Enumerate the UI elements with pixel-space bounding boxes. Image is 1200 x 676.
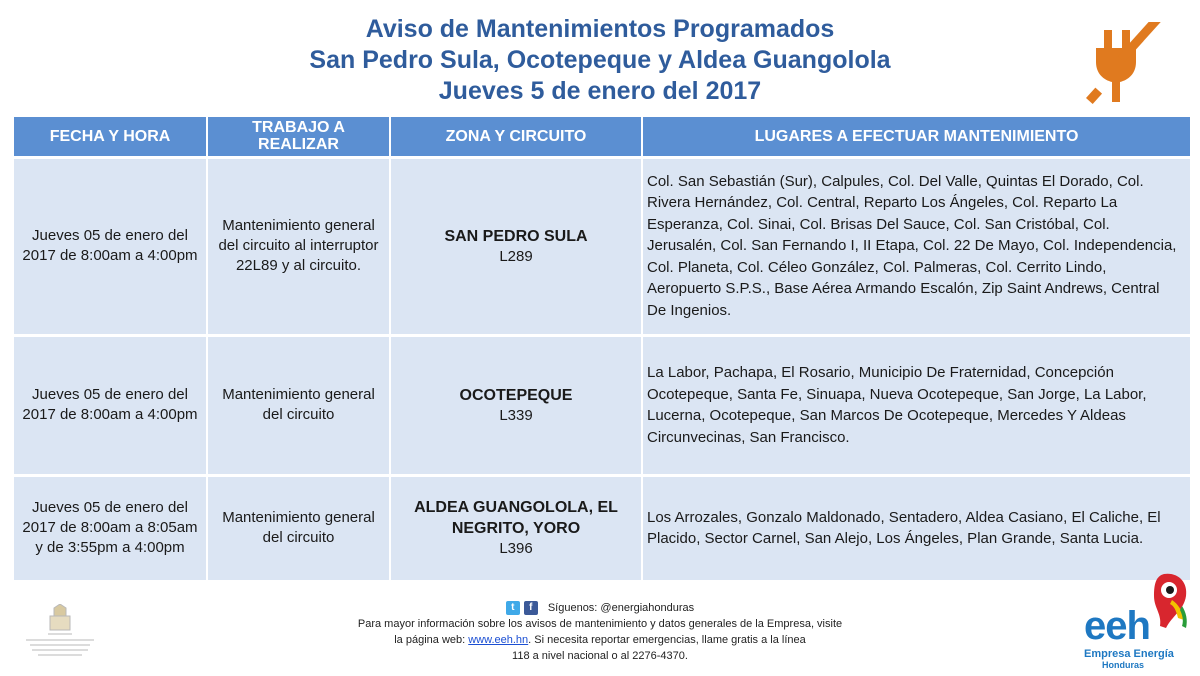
eeh-subtitle-1: Empresa Energía [1084, 648, 1174, 660]
table-row [14, 157, 1190, 335]
circuit-code: L339 [499, 406, 533, 424]
info-line-2 [230, 632, 970, 648]
zone-cell [390, 475, 642, 580]
zone-cell [390, 157, 642, 335]
info-line-1: Para mayor información sobre los avisos de mantenimiento y datos generales de la Empresa, visite [357, 618, 843, 630]
eeh-subtitle-2: Honduras [1102, 660, 1145, 670]
column-header-work: TRABAJO A REALIZAR [207, 117, 390, 157]
date-cell: Jueves 05 de enero del 2017 de 8:00am a 8:05am y de 3:55pm a 4:00pm [14, 475, 207, 580]
work-cell: Mantenimiento general del circuito [207, 335, 390, 475]
date-cell: Jueves 05 de enero del 2017 de 8:00am a 4:00pm [14, 335, 207, 475]
footer-info [230, 600, 970, 664]
table-row [14, 335, 1190, 475]
eeh-logo [1080, 570, 1195, 670]
social-handle: Síguenos: @energiahonduras [547, 602, 695, 614]
places-cell: Los Arrozales, Gonzalo Maldonado, Sentadero, Aldea Casiano, El Caliche, El Placido, Sector Carnel, San Alejo, Los Ángeles, Plan Grande, Santa Lucia. [642, 475, 1190, 580]
column-header-date: FECHA Y HORA [14, 117, 207, 157]
zone-name: ALDEA GUANGOLOLA, EL NEGRITO, YORO [414, 499, 618, 538]
column-header-zone: ZONA Y CIRCUITO [390, 117, 642, 157]
eeh-brand: eeh [1084, 604, 1150, 648]
places-cell: La Labor, Pachapa, El Rosario, Municipio De Fraternidad, Concepción Ocotepeque, Santa Fe, Sinuapa, Nueva Ocotepeque, San Jorge, La Labor, Lucerna, Ocotepeque, San Marcos De Ocotepeque, Mercedes Y Aldeas Circunvecinas, San Francisco. [642, 335, 1190, 475]
zone-name: OCOTEPEQUE [459, 386, 573, 404]
table-row [14, 475, 1190, 580]
circuit-code: L396 [499, 540, 533, 558]
zone-cell [390, 335, 642, 475]
info-line-3: 118 a nivel nacional o al 2276-4370. [512, 650, 688, 662]
work-cell: Mantenimiento general del circuito [207, 475, 390, 580]
work-cell: Mantenimiento general del circuito al interruptor 22L89 y al circuito. [207, 157, 390, 335]
twitter-icon[interactable]: t [506, 601, 520, 615]
circuit-code: L289 [499, 247, 533, 265]
page-header [0, 14, 1200, 107]
government-seal-icon [20, 604, 100, 664]
maintenance-table [14, 117, 1190, 580]
info-line-2-suffix: . Si necesita reportar emergencias, llame gratis a la línea [528, 634, 806, 646]
social-row [230, 600, 970, 616]
facebook-icon[interactable]: f [524, 601, 538, 615]
places-cell: Col. San Sebastián (Sur), Calpules, Col. Del Valle, Quintas El Dorado, Col. Rivera Hernández, Col. Central, Reparto Los Ángeles, Col. Reparto La Esperanza, Col. Sinai, Col. Brisas Del Sauce, Col. San Cristóbal, Col. Jerusalén, Col. San Fernando I, II Etapa, Col. 22 De Mayo, Col. Independencia, Col. Planeta, Col. Céleo González, Col. Palmeras, Col. Cerrito Lindo, Aeropuerto S.P.S., Base Aérea Armando Escalón, Zip Saint Andrews, Central De Ingenios. [642, 157, 1190, 335]
title-line-3: Jueves 5 de enero del 2017 [438, 77, 762, 105]
website-link[interactable]: www.eeh.hn [468, 634, 529, 646]
table-header-row [14, 117, 1190, 157]
column-header-places: LUGARES A EFECTUAR MANTENIMIENTO [642, 117, 1190, 157]
title-line-1: Aviso de Mantenimientos Programados [365, 15, 835, 43]
zone-name: SAN PEDRO SULA [444, 227, 588, 245]
date-cell: Jueves 05 de enero del 2017 de 8:00am a 4:00pm [14, 157, 207, 335]
plug-logo-icon [1082, 22, 1174, 108]
info-line-2-prefix: la página web: [394, 634, 469, 646]
title-line-2: San Pedro Sula, Ocotepeque y Aldea Guangolola [309, 46, 891, 74]
